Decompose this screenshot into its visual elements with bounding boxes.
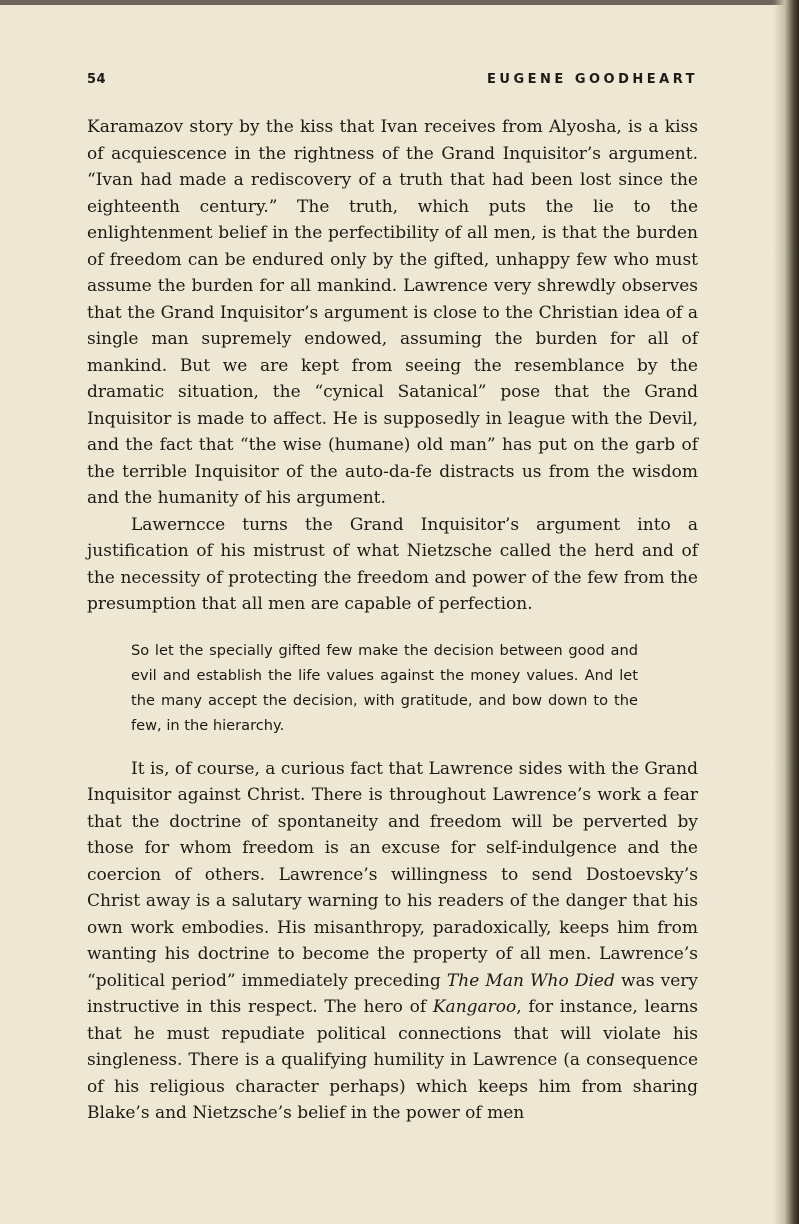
paragraph-1: Karamazov story by the kiss that Ivan receives from Alyosha, is a kiss of acquiescence in the rightness of the Grand Inquisitor’s argument. “Ivan had made a rediscovery of a truth that had been lost since the eighteenth century.” The truth, which puts the lie to the enlightenment belief in the perfectibility of all men, is that the burden of freedom can be endured only by the gifted, unhappy few who must assume the burden for all mankind. Lawrence very shrewdly observes that the Grand Inquisitor’s argument is close to the Christian idea of a single man supremely endowed, assuming the burden for all of mankind. But we are kept from seeing the resemblance by the dramatic situation, the “cynical Satanical” pose that the Grand Inquisitor is made to affect. He is supposedly in league with the Devil, and the fact that “the wise (humane) old man” has put on the garb of the terrible Inquisitor of the auto-da-fe distracts us from the wisdom and the humanity of his argument. xyxy=(87,117,698,508)
book-title-the-man-who-died: The Man Who Died xyxy=(446,970,615,991)
paragraph-3 xyxy=(87,756,698,1127)
paragraph-3-text-c: , for instance, learns that he must repudiate political connections that will violate his singleness. There is a qualifying humility in Lawrence (a consequence of his religious character perhaps) which keeps him from sharing Blake’s and Nietzsche’s belief in the power of men xyxy=(87,997,698,1123)
paragraph-3-text-a: It is, of course, a curious fact that Lawrence sides with the Grand Inquisitor against Christ. There is throughout Lawrence’s work a fear that the doctrine of spontaneity and freedom will be perverted by those for whom freedom is an excuse for self-indulgence and the coercion of others. Lawrence’s willingness to send Dostoevsky’s Christ away is a salutary warning to his readers of the danger that his own work embodies. His misanthropy, paradoxically, keeps him from wanting his doctrine to become the property of all men. Lawrence’s “political period” immediately preceding xyxy=(87,758,698,991)
page-header xyxy=(87,72,698,94)
book-title-kangaroo: Kangaroo xyxy=(432,997,517,1017)
book-spine-shadow xyxy=(773,0,799,1224)
page-number: 54 xyxy=(87,72,107,87)
paragraph-2: Lawerncce turns the Grand Inquisitor’s argument into a justification of his mistrust of what Nietzsche called the herd and of the necessity of protecting the freedom and power of the few from the presumption that all men are capable of perfection. xyxy=(87,514,698,614)
body-text xyxy=(87,114,698,1127)
running-head: EUGENE GOODHEART xyxy=(487,72,698,87)
page-top-edge xyxy=(0,0,799,5)
block-quote: So let the specially gifted few make the decision between good and evil and establish the life values against the money values. And let the many accept the decision, with gratitude, and bow down to the few, in the hierarchy. xyxy=(131,641,638,734)
paragraph-3-text-b: was very instructive in this respect. The hero of xyxy=(87,970,698,1017)
